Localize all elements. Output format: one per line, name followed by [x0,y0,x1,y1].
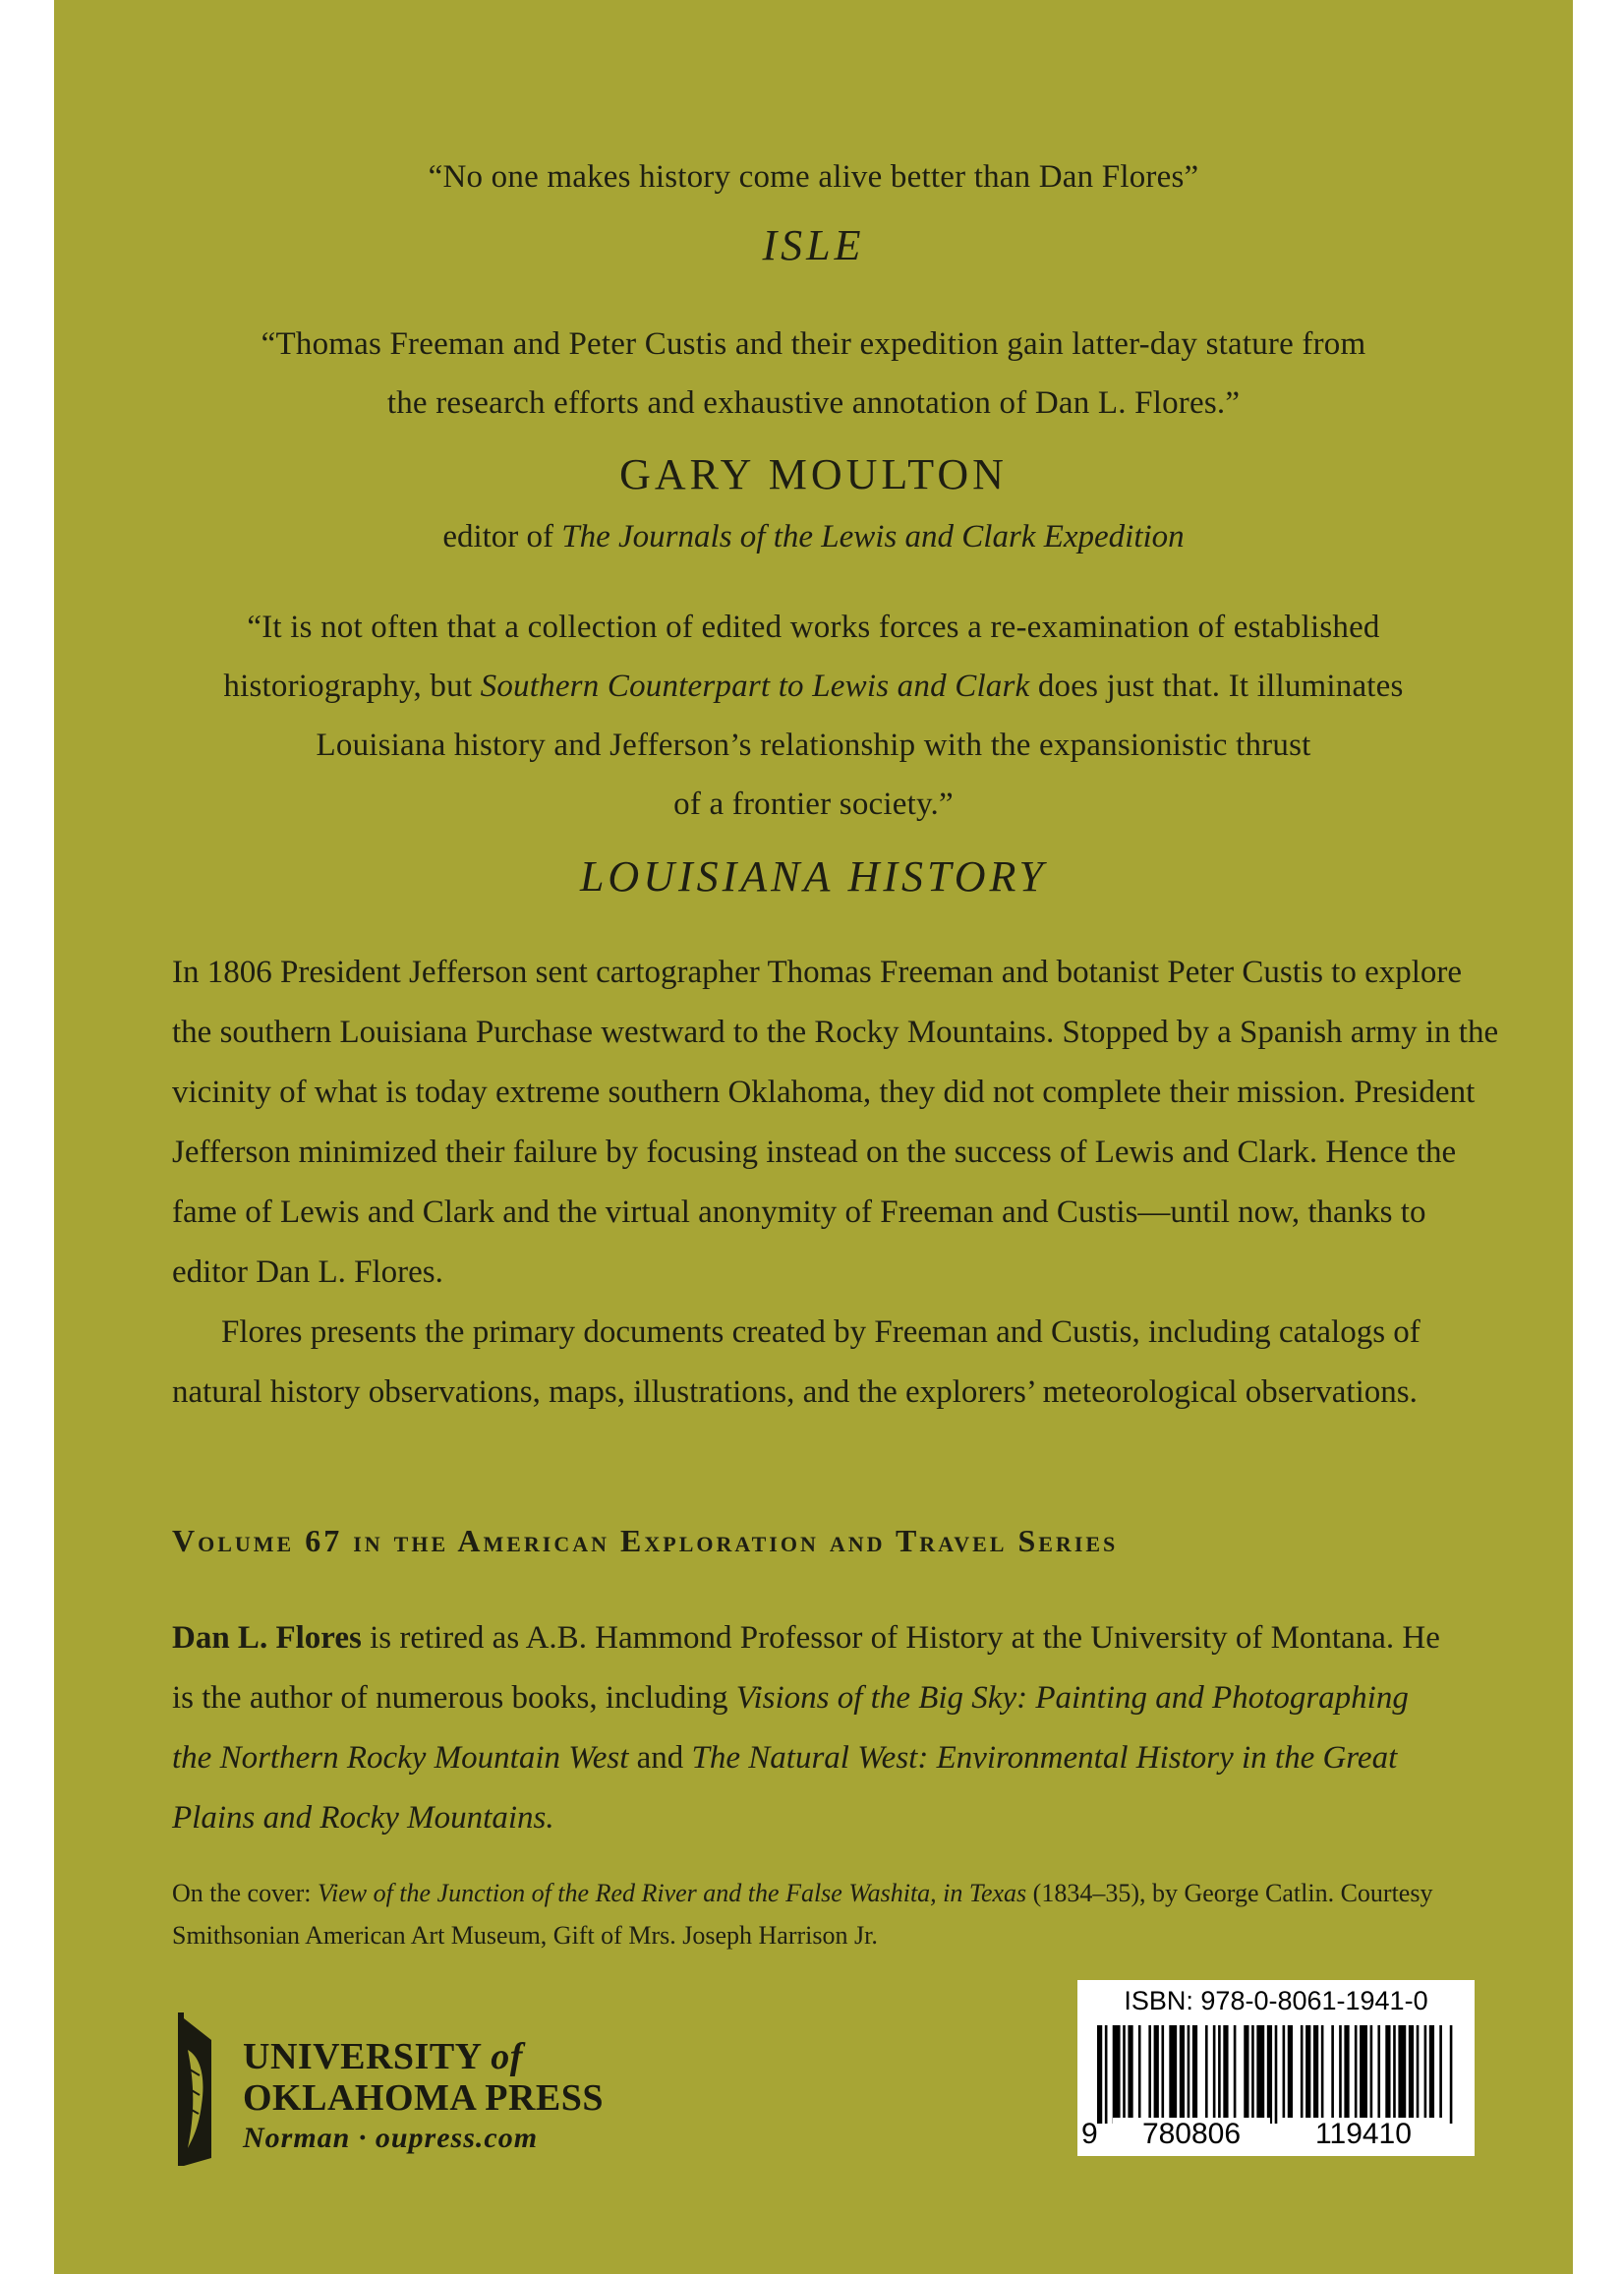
barcode-bar [1123,2025,1126,2124]
barcode-bar [1188,2025,1190,2124]
series-line: Volume 67 in the American Exploration and Travel Series [172,1523,1119,1558]
barcode-bar [1097,2025,1102,2124]
quote-lh-line-2-start: historiography, but [223,669,481,704]
description-paragraph-1: In 1806 President Jefferson sent cartographer Thomas Freeman and botanist Peter Custis to explore the southern Louisiana Purchase westward to the Rocky Mountains. Stopped by a Spanish army in the vicinity of what is today extreme southern Oklahoma, they did not complete their mission. President Jefferson minimized their failure by focusing instead on the success of Lewis and Clark. Hence the fame of Lewis and Clark and the virtual anonymity of Freeman and Custis—until now, thanks to editor Dan L. Flores. [172,955,1499,1290]
barcode-bar [1360,2025,1367,2124]
attribution-isle: ISLE [762,221,865,269]
barcode-bars [1097,2025,1455,2124]
author-name: Dan L. Flores [172,1620,362,1656]
journals-title: The Journals of the Lewis and Clark Expedition [561,519,1185,554]
barcode-digits-right: 119410 [1280,2118,1447,2151]
bio-text-2: and [628,1740,692,1776]
barcode-bar [1288,2025,1293,2124]
barcode-bar [1138,2025,1141,2124]
quote-lh-line-1: “It is not often that a collection of edited works forces a re-examination of established [247,610,1380,645]
publisher-line-1 [243,2036,675,2077]
barcode-bar [1218,2025,1221,2124]
barcode-bar [1205,2025,1208,2124]
isbn-barcode [1077,1980,1475,2156]
quote-moulton-line-2: the research efforts and exhaustive annotation of Dan L. Flores.” [386,385,1241,421]
publisher-university: UNIVERSITY [243,2036,492,2077]
barcode-bar [1213,2025,1216,2124]
publisher-location-web: Norman · oupress.com [243,2122,539,2154]
barcode-bar [1344,2025,1349,2124]
barcode-bar [1385,2025,1390,2124]
barcode-bar [1154,2025,1159,2124]
barcode-bar [1251,2025,1254,2124]
barcode-bar [1161,2025,1164,2124]
publisher-name [243,2036,675,2158]
back-cover [54,0,1573,2274]
barcode-bar [1169,2025,1177,2124]
barcode-bar [1370,2025,1373,2124]
barcode-bar [1424,2025,1427,2124]
barcode-bar [1339,2025,1342,2124]
barcode-bar [1234,2025,1237,2124]
feather-quill-icon [172,2011,241,2168]
publisher-of: of [491,2036,523,2077]
quote-moulton-line-1: “Thomas Freeman and Peter Custis and their expedition gain latter-day stature from [261,326,1366,362]
cover-credit [172,1872,1489,1956]
barcode-bar [1256,2025,1264,2124]
barcode-bar [1305,2025,1310,2124]
quote-isle [54,147,1573,206]
barcode-bar [1148,2025,1151,2124]
attribution-moulton-sub [54,515,1573,558]
barcode-bar [1331,2025,1334,2124]
description-paragraph-2: Flores presents the primary documents created by Freeman and Custis, including catalogs of natural history observations, maps, illustrations, and the explorers’ meteorological observations. [172,1314,1421,1410]
barcode-bar [1275,2025,1278,2124]
barcode-bar [1223,2025,1228,2124]
barcode-bar [1313,2025,1318,2124]
barcode-bar [1321,2025,1324,2124]
barcode-digit-first: 9 [1081,2118,1098,2150]
barcode-bar [1192,2025,1197,2124]
attribution-louisiana-history: LOUISIANA HISTORY [579,852,1048,901]
barcode-bar [1244,2025,1248,2124]
barcode-bar [1398,2025,1406,2124]
barcode-bar [1377,2025,1380,2124]
quote-isle-text: “No one makes history come alive better than Dan Flores” [428,159,1199,195]
barcode-bar [1439,2025,1442,2124]
painting-title: View of the Junction of the Red River and the False Washita, in Texas [318,1879,1027,1907]
barcode-bar [1128,2025,1132,2124]
author-bio [172,1608,1450,1848]
bio-text-1: is retired as A.B. Hammond Professor of History at the University of Montana. He is the author of numerous books, including [172,1620,1440,1716]
publisher-line-2: OKLAHOMA PRESS [243,2077,604,2119]
attribution-sub-prefix: editor of [442,519,562,554]
barcode-bar [1113,2025,1121,2124]
bio-book-title-1: Visions of the Big Sky: Painting and Photographing the Northern Rocky Mountain West [172,1680,1409,1776]
barcode-digits-left: 780806 [1113,2118,1270,2151]
barcode-bar [1105,2025,1108,2124]
barcode-bar [1283,2025,1286,2124]
bio-book-title-2: The Natural West: Environmental History in the Great Plains and Rocky Mountains. [172,1740,1398,1836]
barcode-bar [1450,2025,1453,2124]
quote-lh-line-4: of a frontier society.” [673,787,954,822]
barcode-bar [1301,2025,1304,2124]
isbn-label: ISBN: 978-0-8061-1941-0 [1124,1986,1428,2015]
attribution-moulton: GARY MOULTON [619,450,1008,498]
barcode-digits [1077,2118,1475,2153]
credit-suffix: (1834–35), by George Catlin. Courtesy Smithsonian American Art Museum, Gift of Mrs. Joseph Harrison Jr. [172,1879,1433,1950]
barcode-bar [1267,2025,1272,2124]
quote-lh-line-3: Louisiana history and Jefferson’s relationship with the expansionistic thrust [316,728,1311,763]
quote-lh-line-2-end: does just that. It illuminates [1029,669,1404,704]
barcode-bar [1180,2025,1185,2124]
quote-louisiana-history [54,598,1573,834]
barcode-bar [1409,2025,1414,2124]
credit-prefix: On the cover: [172,1879,319,1907]
barcode-bar [1355,2025,1358,2124]
publisher-logo [172,2011,664,2168]
barcode-bar [1393,2025,1396,2124]
barcode-bar [1429,2025,1434,2124]
book-title-reference: Southern Counterpart to Lewis and Clark [480,669,1030,704]
quote-moulton [54,315,1573,433]
barcode-bar [1417,2025,1420,2124]
